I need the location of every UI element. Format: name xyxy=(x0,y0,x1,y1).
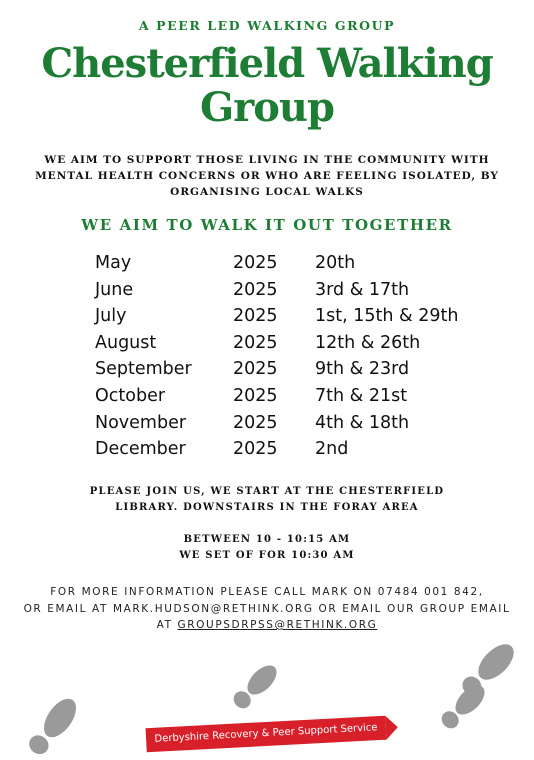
schedule-dates: 1st, 15th & 29th xyxy=(315,306,459,327)
title-line-2: Group xyxy=(200,84,334,131)
times-line-1: BETWEEN 10 - 10:15 AM xyxy=(183,534,351,545)
schedule-dates: 12th & 26th xyxy=(315,332,421,353)
schedule-year: 2025 xyxy=(233,332,278,353)
tagline: A PEER LED WALKING GROUP xyxy=(138,18,396,33)
times-line-2: WE SET OF FOR 10:30 AM xyxy=(179,550,355,561)
schedule-dates: 2nd xyxy=(315,439,349,460)
schedule-dates: 3rd & 17th xyxy=(315,279,410,300)
schedule-month: October xyxy=(95,385,166,406)
schedule-month: December xyxy=(95,439,186,460)
mission-line-1: WE AIM TO SUPPORT THOSE LIVING IN THE COMMUNITY WITH xyxy=(44,154,490,166)
footprint-icon xyxy=(26,693,83,760)
schedule-year: 2025 xyxy=(233,359,278,380)
contact-line-1: FOR MORE INFORMATION PLEASE CALL MARK ON 07484 001 842, xyxy=(50,586,484,598)
schedule-dates: 20th xyxy=(315,253,356,273)
schedule-month: July xyxy=(95,306,127,327)
schedule-month: June xyxy=(95,279,134,300)
schedule-year: 2025 xyxy=(233,439,278,460)
contact-line-2: OR EMAIL AT MARK.HUDSON@RETHINK.ORG OR EMAIL OUR GROUP EMAIL xyxy=(23,602,511,615)
service-banner: Derbyshire Recovery & Peer Support Service xyxy=(146,716,387,753)
mission-line-2: MENTAL HEALTH CONCERNS OR WHO ARE FEELING ISOLATED, BY xyxy=(35,170,499,182)
schedule-year: 2025 xyxy=(233,412,278,433)
mission-statement xyxy=(0,152,534,200)
page-title xyxy=(0,42,534,130)
schedule-dates: 9th & 23rd xyxy=(315,359,410,380)
group-email-link[interactable]: GROUPSDRPSS@RETHINK.ORG xyxy=(177,619,378,631)
slogan: WE AIM TO WALK IT OUT TOGETHER xyxy=(81,216,453,234)
schedule-month: May xyxy=(95,253,132,273)
location-line-1: PLEASE JOIN US, WE START AT THE CHESTERFIELD xyxy=(89,486,445,497)
contact-info xyxy=(0,584,534,634)
meeting-times xyxy=(0,532,534,564)
schedule-month: September xyxy=(95,359,192,380)
schedule-month: August xyxy=(95,332,157,353)
schedule-year: 2025 xyxy=(233,253,278,273)
schedule-dates: 7th & 21st xyxy=(315,385,408,406)
schedule-month: November xyxy=(95,412,187,433)
contact-line-3-prefix: AT xyxy=(156,619,178,631)
schedule-year: 2025 xyxy=(233,279,278,300)
meeting-location xyxy=(0,484,534,516)
schedule-year: 2025 xyxy=(233,385,278,406)
title-line-1: Chesterfield Walking xyxy=(41,40,493,87)
location-line-2: LIBRARY. DOWNSTAIRS IN THE FORAY AREA xyxy=(115,502,419,513)
schedule-year: 2025 xyxy=(233,306,278,327)
mission-line-3: ORGANISING LOCAL WALKS xyxy=(170,186,364,198)
schedule-dates: 4th & 18th xyxy=(315,412,410,433)
footprint-icon xyxy=(229,660,281,712)
